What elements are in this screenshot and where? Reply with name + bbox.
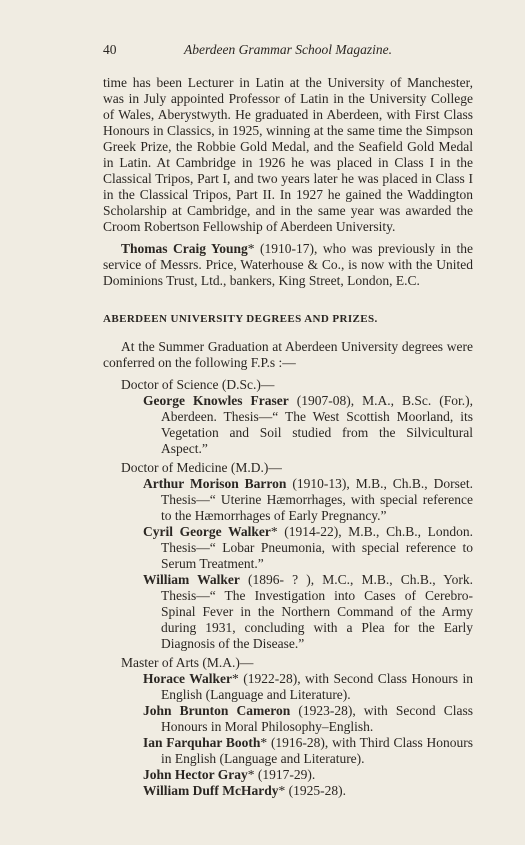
graduate-entry [103, 767, 473, 783]
person-details: (1896- ? ), M.C., M.B., Ch.B., York. Thesis—“ The Investigation into Cases of Cerebro-Spinal Fever in the Northern Command of the Army during 1931, concluding with a Plea for the Early Diagnosis of the Disease.” [161, 572, 473, 651]
person-details: * (1910-17), who was previously in the service of Messrs. Price, Waterhouse & Co., is now with the United Dominions Trust, Ltd., bankers, King Street, London, E.C. [103, 241, 473, 288]
person-name: John Hector Gray [143, 767, 248, 782]
person-details: (1907-08), M.A., B.Sc. (For.), Aberdeen. Thesis—“ The West Scottish Moorland, its Vegetation and Soil studied from the Silvicultural Aspect.” [161, 393, 473, 456]
graduate-entry [103, 572, 473, 652]
degree-title: Master of Arts (M.A.)— [121, 655, 254, 670]
person-name: John Brunton Cameron [143, 703, 291, 718]
person-name: George Knowles Fraser [143, 393, 289, 408]
person-name: Horace Walker [143, 671, 232, 686]
graduate-entry [103, 703, 473, 735]
graduate-entry [103, 783, 473, 799]
person-details: * (1922-28), with Second Class Honours in English (Language and Literature). [161, 671, 473, 702]
person-details: (1923-28), with Second Class Honours in Moral Philosophy–English. [161, 703, 473, 734]
page-number: 40 [103, 42, 117, 57]
person-name: William Duff McHardy [143, 783, 279, 798]
section-heading: ABERDEEN UNIVERSITY DEGREES AND PRIZES. [103, 313, 378, 325]
section-intro: At the Summer Graduation at Aberdeen University degrees were conferred on the following F.P.s :— [103, 339, 473, 370]
graduate-entry [103, 524, 473, 572]
person-name: Thomas Craig Young [121, 241, 248, 256]
graduate-entry [103, 393, 473, 457]
person-details: * (1925-28). [278, 783, 346, 798]
graduate-entry [103, 671, 473, 703]
degree-dsc [103, 377, 473, 457]
page-body [103, 75, 473, 799]
graduate-entry [103, 735, 473, 767]
degree-title: Doctor of Science (D.Sc.)— [121, 377, 275, 392]
person-details: * (1914-22), M.B., Ch.B., London. Thesis—“ Lobar Pneumonia, with special reference to Serum Treatment.” [161, 524, 473, 571]
degree-ma [103, 655, 473, 799]
running-title: Aberdeen Grammar School Magazine. [184, 42, 392, 57]
person-name: William Walker [143, 572, 240, 587]
continued-paragraph: time has been Lecturer in Latin at the University of Manchester, was in July appointed Professor of Latin in the University College of Wales, Aberystwyth. He graduated in Aberdeen, with First Class Honours in Classics, in 1925, winning at the same time the Simpson Greek Prize, the Robbie Gold Medal, and the Seafield Gold Medal in Latin. At Cambridge in 1926 he was placed in Class I in the Classical Tripos, Part I, and two years later he was placed in Class I in the Classical Tripos, Part II. In 1927 he gained the Waddington Scholarship at Cambridge, and in the same year was awarded the Croom Robertson Fellowship of Aberdeen University. [103, 75, 473, 234]
person-name: Cyril George Walker [143, 524, 271, 539]
young-paragraph [103, 241, 473, 289]
degree-md [103, 460, 473, 652]
graduate-entry [103, 476, 473, 524]
person-details: * (1917-29). [247, 767, 316, 782]
person-details: * (1916-28), with Third Class Honours in English (Language and Literature). [161, 735, 473, 766]
person-details: (1910-13), M.B., Ch.B., Dorset. Thesis—“ Uterine Hæmorrhages, with special reference to the Hæmorrhages of Early Pregnancy.” [161, 476, 474, 523]
person-name: Arthur Morison Barron [143, 476, 287, 491]
degree-title: Doctor of Medicine (M.D.)— [121, 460, 282, 475]
person-name: Ian Farquhar Booth [143, 735, 261, 750]
